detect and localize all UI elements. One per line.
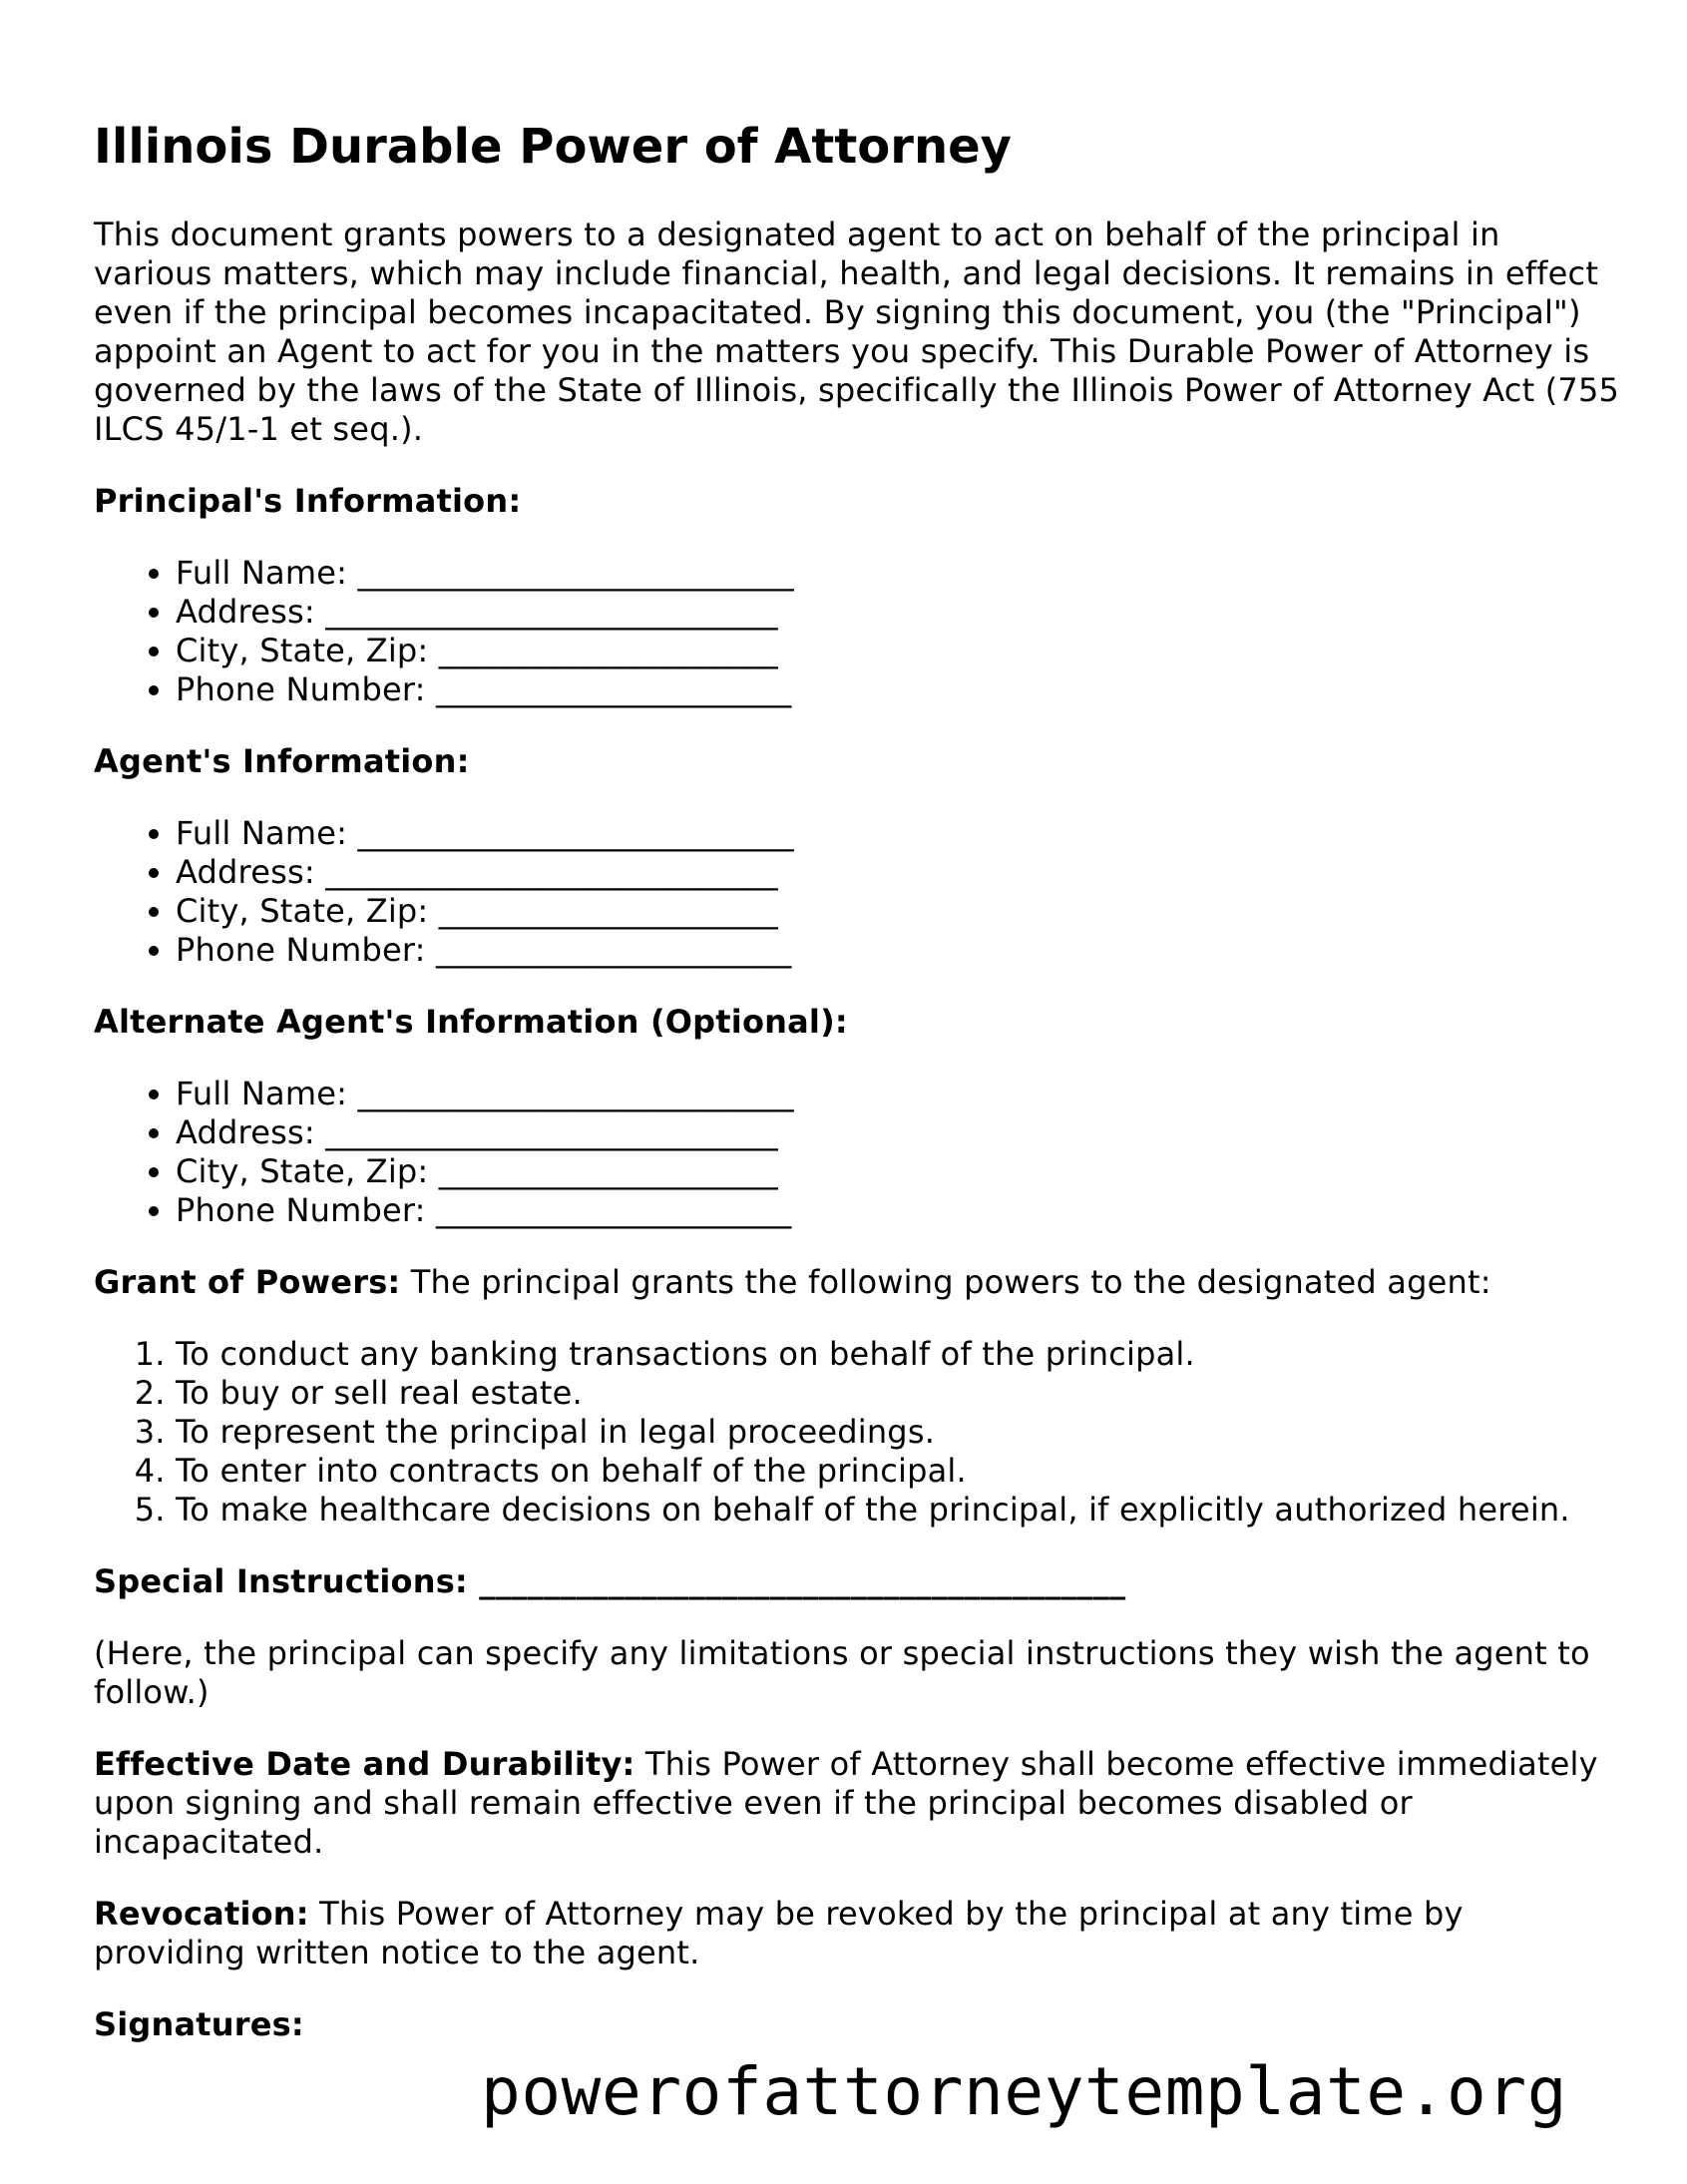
grant-paragraph bbox=[94, 1263, 1620, 1302]
principal-heading: Principal's Information: bbox=[94, 482, 522, 520]
agent-heading: Agent's Information: bbox=[94, 742, 470, 780]
power-item: 4. To enter into contracts on behalf of the principal. bbox=[176, 1452, 1620, 1491]
special-instructions-field[interactable]: ________________________________________ bbox=[467, 1562, 1126, 1600]
power-item: 3. To represent the principal in legal proceedings. bbox=[176, 1413, 1620, 1452]
agent-city-state-zip-field[interactable]: • City, State, Zip: _____________________ bbox=[176, 892, 1620, 931]
powers-list bbox=[94, 1335, 1620, 1529]
effective-label: Effective Date and Durability: bbox=[94, 1745, 635, 1783]
agent-fields-list bbox=[94, 814, 1620, 970]
special-instructions-label: Special Instructions: bbox=[94, 1562, 468, 1600]
agent-phone-field[interactable]: • Phone Number: ______________________ bbox=[176, 931, 1620, 970]
power-item: 2. To buy or sell real estate. bbox=[176, 1374, 1620, 1413]
page-title: Illinois Durable Power of Attorney bbox=[94, 119, 1012, 175]
revocation-text: This Power of Attorney may be revoked by the principal at any time by providing written notice to the agent. bbox=[94, 1895, 1464, 1971]
site-watermark: powerofattorneytemplate.org bbox=[481, 2053, 1568, 2130]
revocation-paragraph bbox=[94, 1895, 1620, 1972]
grant-label: Grant of Powers: bbox=[94, 1263, 401, 1301]
grant-text: The principal grants the following powers to the designated agent: bbox=[400, 1263, 1491, 1301]
special-instructions-note: (Here, the principal can specify any limitations or special instructions they wish the agent to follow.) bbox=[94, 1634, 1590, 1711]
effective-text: This Power of Attorney shall become effective immediately upon signing and shall remain effective even if the principal becomes disabled or incapacitated. bbox=[94, 1745, 1598, 1861]
principal-address-field[interactable]: • Address: ____________________________ bbox=[176, 593, 1620, 632]
revocation-label: Revocation: bbox=[94, 1895, 309, 1933]
principal-fields-list bbox=[94, 554, 1620, 709]
intro-paragraph: This document grants powers to a designated agent to act on behalf of the principal in various matters, which may include financial, health, and legal decisions. It remains in effect even if the principal becomes incapacitated. By signing this document, you (the "Principal") appoint an Agent to act for you in the matters you specify. This Durable Power of Attorney is governed by the laws of the State of Illinois, specifically the Illinois Power of Attorney Act (755 ILCS 45/1-1 et seq.). bbox=[94, 216, 1620, 448]
agent-address-field[interactable]: • Address: ____________________________ bbox=[176, 853, 1620, 892]
principal-full-name-field[interactable]: • Full Name: ___________________________ bbox=[176, 554, 1620, 593]
alternate-agent-city-state-zip-field[interactable]: • City, State, Zip: _____________________ bbox=[176, 1152, 1620, 1191]
alternate-agent-address-field[interactable]: • Address: ____________________________ bbox=[176, 1113, 1620, 1152]
power-item: 1. To conduct any banking transactions on behalf of the principal. bbox=[176, 1335, 1620, 1374]
alternate-agent-heading: Alternate Agent's Information (Optional): bbox=[94, 1003, 848, 1041]
alternate-agent-full-name-field[interactable]: • Full Name: ___________________________ bbox=[176, 1075, 1620, 1113]
power-item: 5. To make healthcare decisions on behalf of the principal, if explicitly authorized herein. bbox=[176, 1491, 1620, 1529]
principal-phone-field[interactable]: • Phone Number: ______________________ bbox=[176, 670, 1620, 709]
alternate-agent-fields-list bbox=[94, 1075, 1620, 1230]
signatures-heading: Signatures: bbox=[94, 2005, 304, 2043]
document-body bbox=[94, 216, 1620, 2044]
special-instructions-line bbox=[94, 1562, 1620, 1601]
principal-city-state-zip-field[interactable]: • City, State, Zip: _____________________ bbox=[176, 632, 1620, 670]
alternate-agent-phone-field[interactable]: • Phone Number: ______________________ bbox=[176, 1191, 1620, 1230]
agent-full-name-field[interactable]: • Full Name: ___________________________ bbox=[176, 814, 1620, 853]
effective-paragraph bbox=[94, 1745, 1620, 1862]
